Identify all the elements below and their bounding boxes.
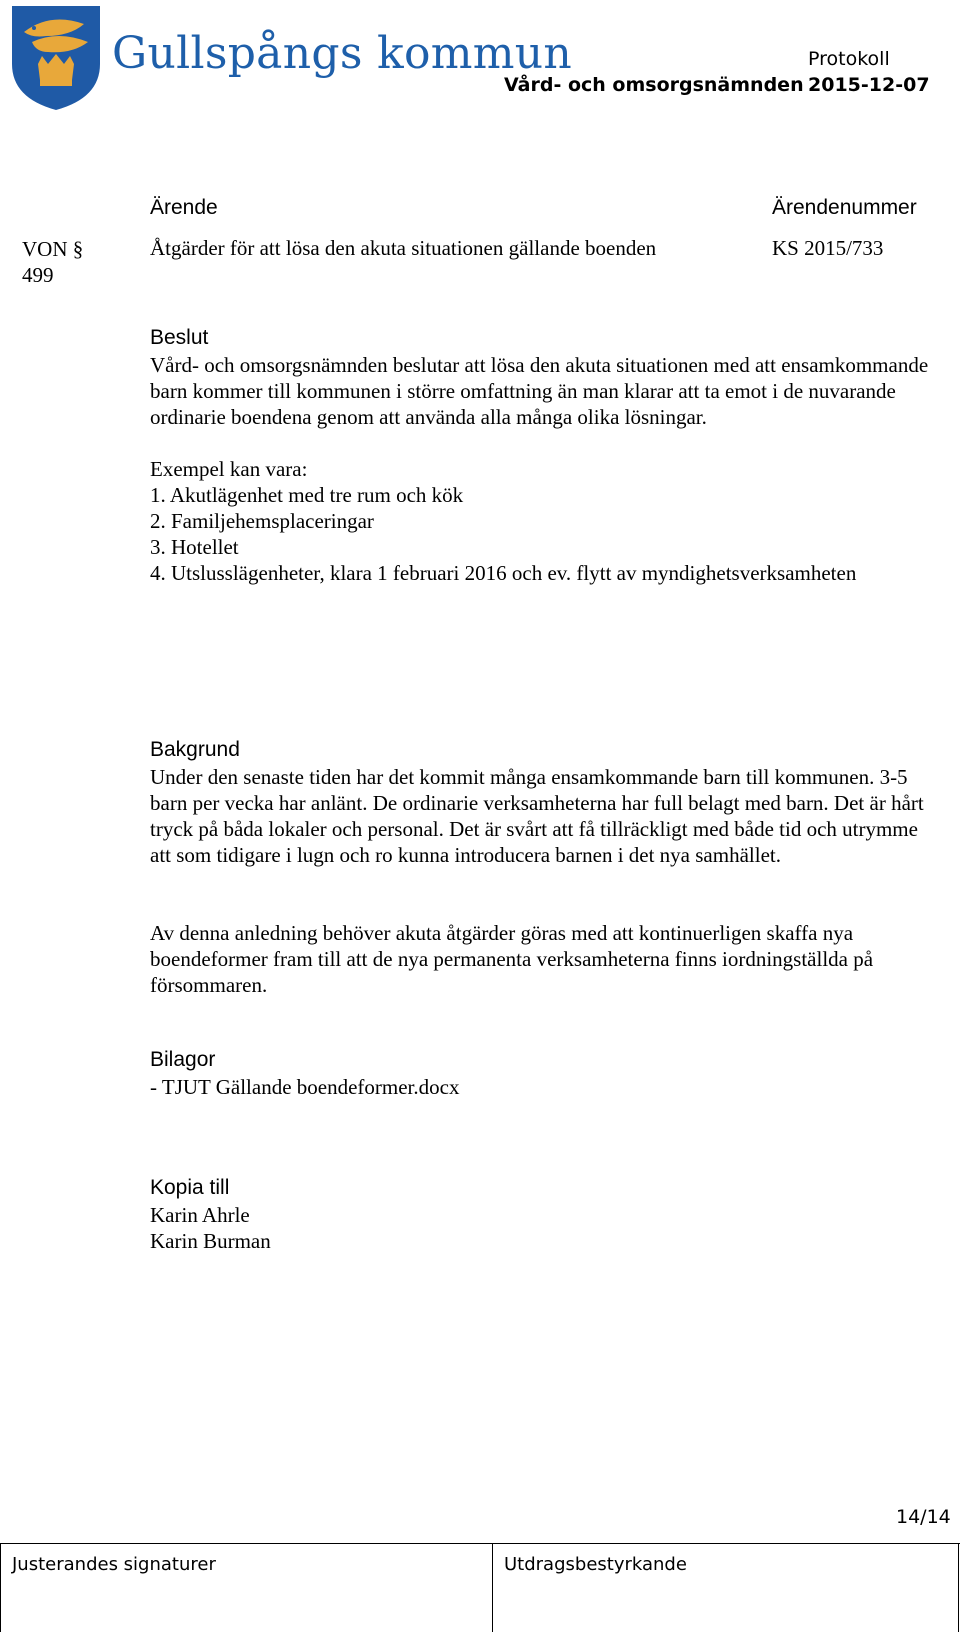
arende-label: Ärende [150,196,218,219]
document-type: Protokoll [808,48,890,70]
bakgrund-paragraph: Under den senaste tiden har det kommit många ensamkommande barn till kommunen. 3-5 barn per vecka har anlänt. De ordinarie verksamheterna har full belagt med barn. Det är hårt tryck på båda lokaler och personal. Det är svårt att få tillräckligt med både tid och utrymme att som tidigare i lugn och ro kunna introducera barnen i det nya samhället. [150,765,924,867]
footer-divider [0,1543,960,1544]
footer-border [958,1543,959,1632]
case-number: KS 2015/733 [772,236,884,260]
bakgrund-heading: Bakgrund [150,738,240,761]
list-item: 2. Familjehemsplaceringar [150,509,374,533]
footer-border [492,1543,493,1632]
meeting-date: 2015-12-07 [808,74,930,96]
examples-list [150,482,940,586]
attachment-item: - TJUT Gällande boendeformer.docx [150,1075,460,1099]
examples-intro: Exempel kan vara: [150,457,308,481]
footer-border [0,1543,1,1632]
list-item: 1. Akutlägenhet med tre rum och kök [150,483,464,507]
bakgrund-paragraph: Av denna anledning behöver akuta åtgärder göras med att kontinuerligen skaffa nya boendeformer fram till att de nya permanenta verksamheterna finns iordningställda på försommaren. [150,921,874,997]
arendenummer-label: Ärendenummer [772,196,917,219]
municipality-coat-of-arms-icon [10,2,102,112]
list-item: 4. Utslusslägenheter, klara 1 februari 2016 och ev. flytt av myndighetsverksamheten [150,561,857,585]
list-item: 3. Hotellet [150,535,239,559]
municipality-name: Gullspångs kommun [112,28,573,79]
recipient: Karin Burman [150,1229,271,1253]
bilagor-heading: Bilagor [150,1048,216,1071]
signatures-label: Justerandes signaturer [12,1554,216,1575]
recipient: Karin Ahrle [150,1203,250,1227]
kopia-heading: Kopia till [150,1176,230,1199]
beslut-text: Vård- och omsorgsnämnden beslutar att lösa den akuta situationen med att ensamkommande barn kommer till kommunen i större omfattning än man klarar att ta emot i de nuvarande ordinarie boendena genom att använda alla många olika lösningar. [150,353,929,429]
beslut-heading: Beslut [150,326,209,349]
committee-name: Vård- och omsorgsnämnden [504,74,804,96]
paragraph-number: VON § 499 [22,237,84,287]
case-title: Åtgärder för att lösa den akuta situationen gällande boenden [150,236,657,260]
extract-certification-label: Utdragsbestyrkande [504,1554,687,1575]
page-number: 14/14 [896,1506,951,1528]
